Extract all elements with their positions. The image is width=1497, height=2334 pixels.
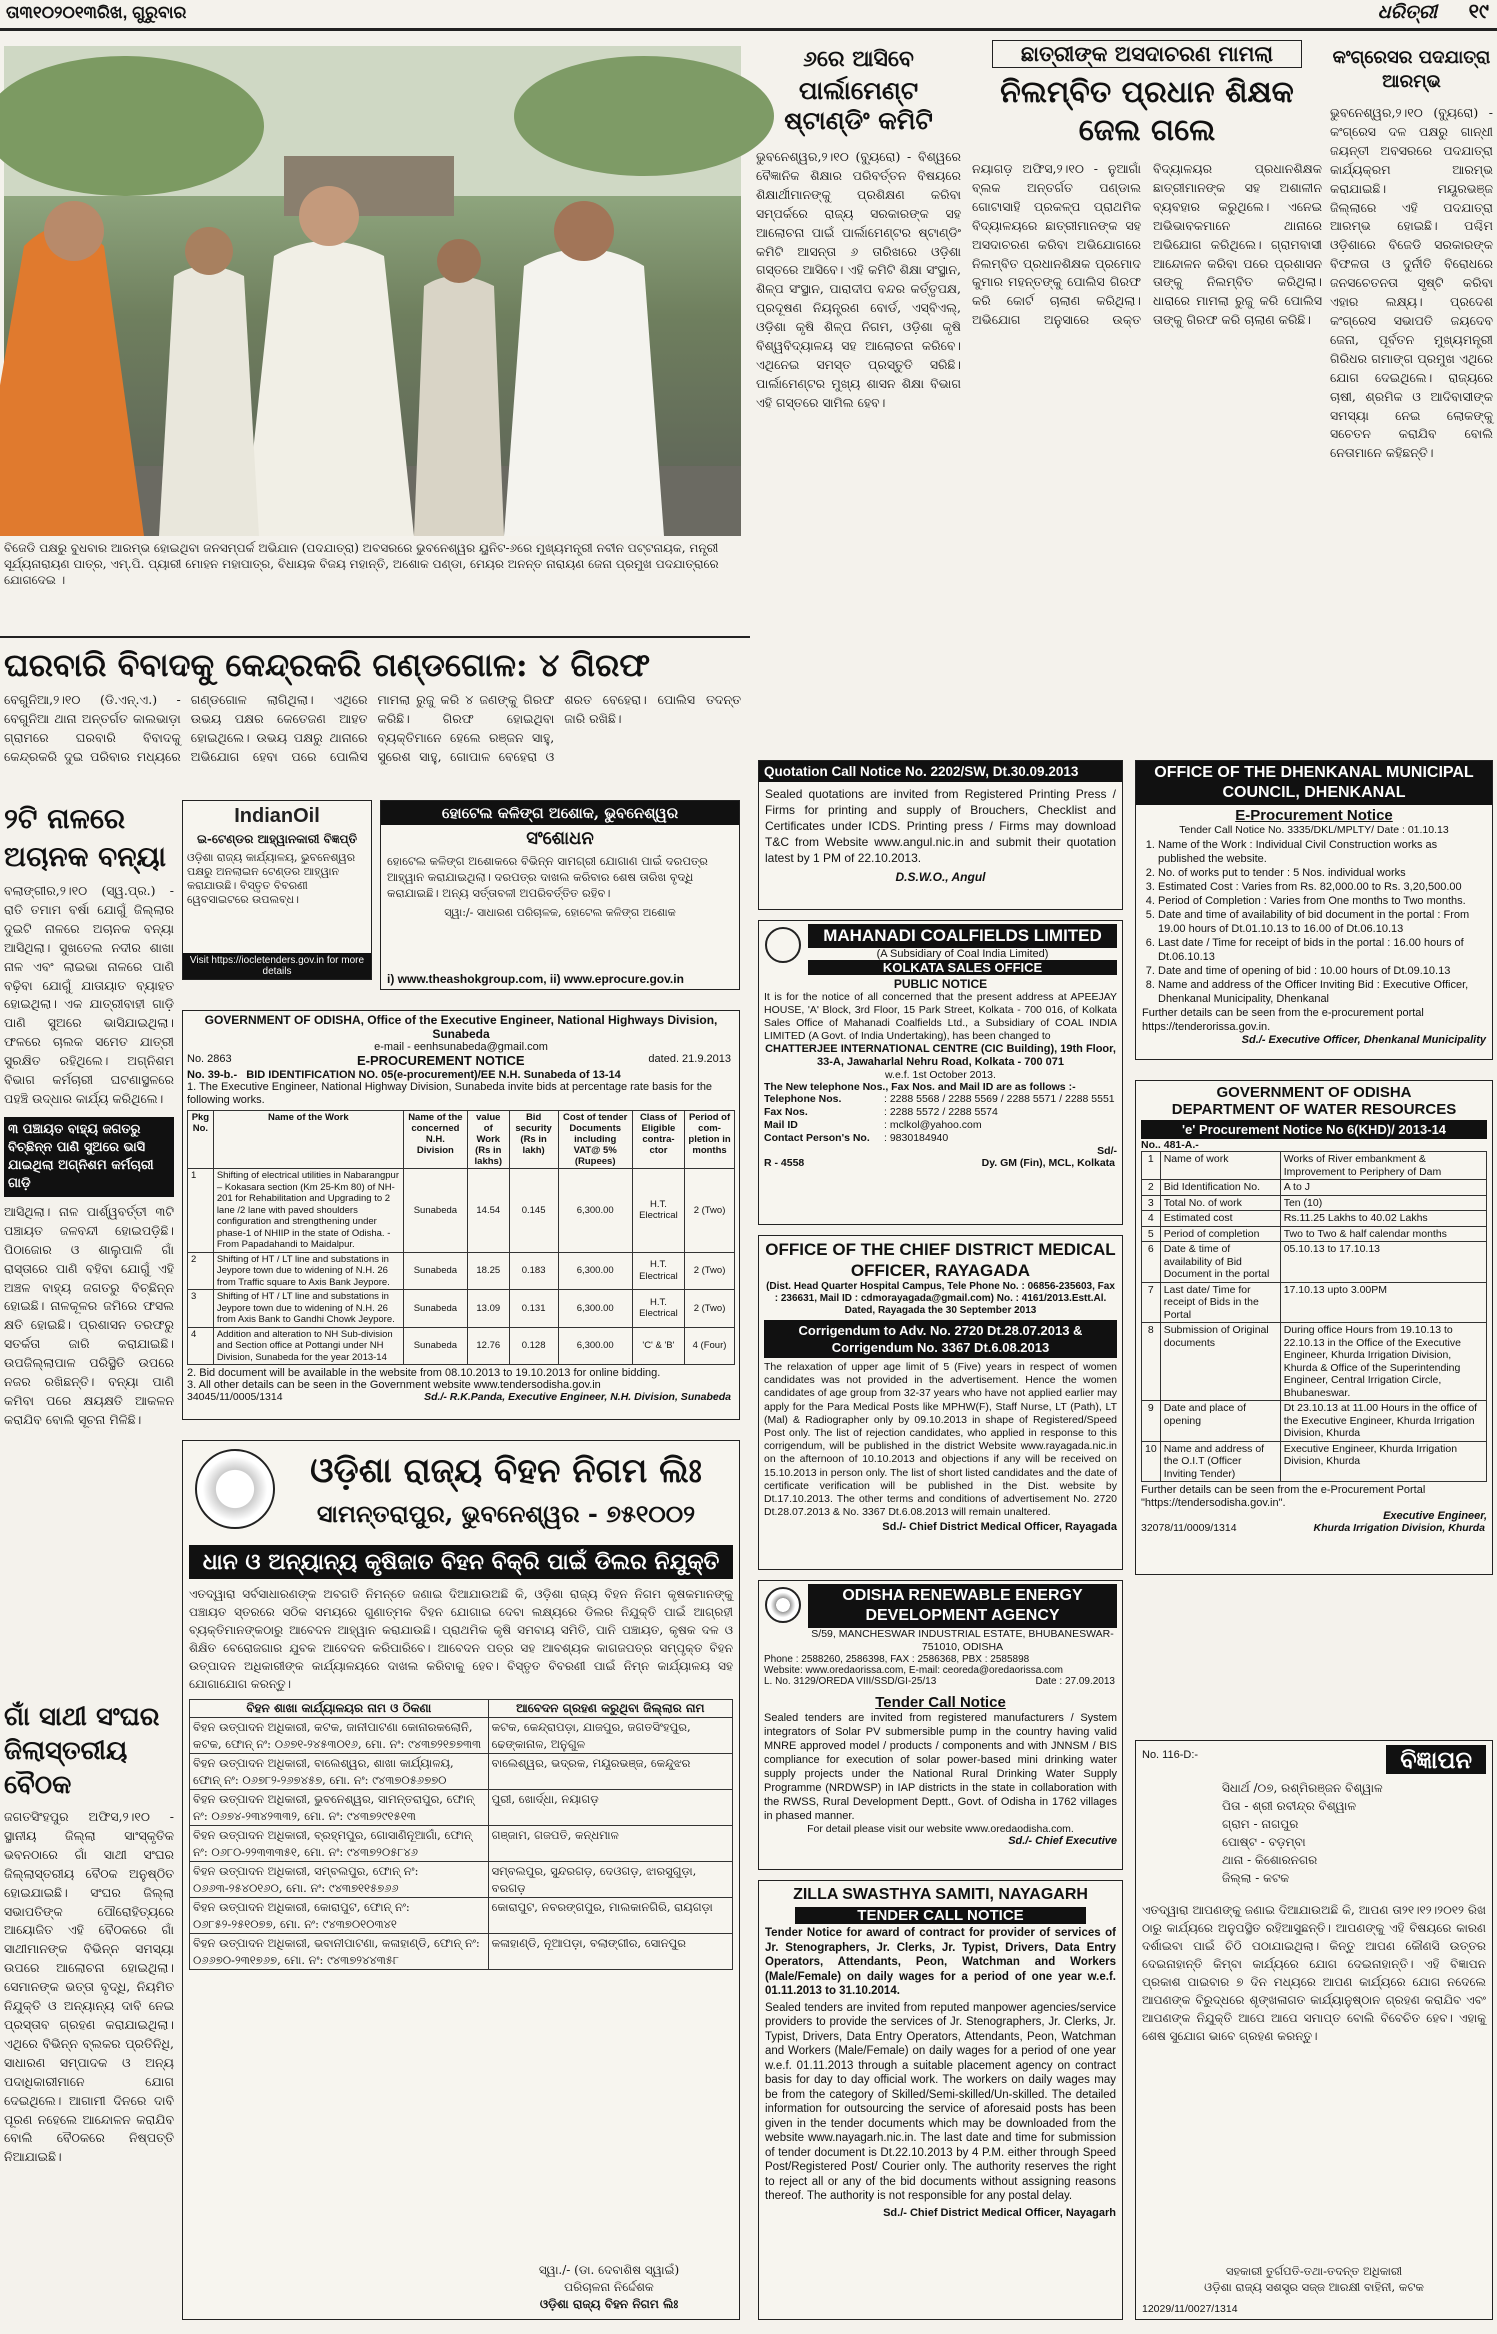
- table-row: [1142, 1180, 1487, 1196]
- table-cell: 0.183: [509, 1252, 558, 1290]
- address-line: ଥାନା - କିଶୋରନଗର: [1222, 1853, 1318, 1867]
- table-cell: କଳାହାଣ୍ଡି, ନୂଆପଡ଼ା, ବଲାଙ୍ଗୀର, ସୋନପୁର: [488, 1934, 732, 1970]
- table-row: [188, 1169, 735, 1253]
- table-cell: କଟକ, କେନ୍ଦ୍ରାପଡ଼ା, ଯାଜପୁର, ଜଗତସିଂହପୁର, ଢେଙ୍କାନାଳ, ଅନୁଗୁଳ: [488, 1718, 732, 1754]
- dhenkanal-items: [1142, 838, 1486, 1006]
- mcl-new-nos: The New telephone Nos., Fax Nos. and Mail ID are as follows :-: [764, 1081, 1076, 1093]
- oreda-date: Date : 27.09.2013: [1035, 1676, 1115, 1687]
- oreda-body: Sealed tenders are invited from registered manufacturers / System integrators of Solar PV submersible pump in the country having valid MNRE approved model / products / components and with JNNSM / BIS compliance for execution of solar power-based mini drinking water supply projects under the National Rural Drinking Water Supply Programme (NRDWSP) in IAP districts in the state in collaboration with the RWSS, Rural Development Deptt., Govt. of Odisha in 1762 villages in phased manner.: [764, 1712, 1117, 1822]
- table-cell: Estimated cost: [1160, 1211, 1280, 1227]
- quotation-body: Sealed quotations are invited from Registered Printing Press / Firms for printing and supply of Brouchers, Checklist and Certificates under ICDS. Printing press / Firms may download T&C from Website www.angul.nic.in and submit their quotation latest by 1 PM of 22.10.2013.: [765, 787, 1116, 865]
- table-cell: During office Hours from 19.10.13 to 22.10.13 in the Office of the Executive Engineer, Khurda Irrigation Division, Khurda & Office of the Superintending Engineer, Central Irrigation Circle, Bhubaneswar.: [1280, 1323, 1486, 1401]
- highways-note-2: 2. Bid document will be available in the website from 08.10.2013 to 19.10.2013 for online bidding.: [187, 1367, 661, 1379]
- highways-ref: 34045/11/0005/1314: [187, 1391, 283, 1403]
- hotel-body: ହୋଟେଲ କଳିଙ୍ଗ ଅଶୋକରେ ବିଭିନ୍ନ ସାମଗ୍ରୀ ଯୋଗାଣ ପାଇଁ ଦରପତ୍ର ଆହ୍ୱାନ କରାଯାଇଥିଲା। ଦରପତ୍ର ଦାଖଲ କରିବାର ଶେଷ ତାରିଖ ବୃଦ୍ଧି କରାଯାଇଛି। ଅନ୍ୟ ସର୍ତ୍ତାବଳୀ ଅପରିବର୍ତ୍ତିତ ରହିବ।: [387, 854, 708, 900]
- water-table: [1141, 1151, 1487, 1482]
- table-cell: 1: [188, 1169, 214, 1253]
- seed-sign-3: ଓଡ଼ିଶା ରାଜ୍ୟ ବିହନ ନିଗମ ଲିଃ: [539, 2297, 679, 2311]
- oreda-lno: L. No. 3129/OREDA VIII/SSD/GI-25/13: [764, 1676, 937, 1687]
- table-cell: ବିହନ ଉତ୍ପାଦନ ଅଧିକାରୀ, ଭବାନୀପାଟଣା, କଳାହାଣ୍ଡି, ଫୋନ୍ ନଂ: ୦୬୬୭୦-୨୩୧୭୬୭, ମୋ. ନଂ: ୯୪୩୭୨୪୪୩୫୮: [190, 1934, 489, 1970]
- address-line: ପୋଷ୍ଟ - ବଡ଼ମ୍ବା: [1222, 1835, 1306, 1849]
- oreda-address: S/59, MANCHESWAR INDUSTRIAL ESTATE, BHUBANESWAR-751010, ODISHA: [811, 1628, 1114, 1653]
- highways-col-header: Period of com-pletion in months: [685, 1111, 735, 1169]
- table-cell: 5: [1142, 1226, 1161, 1242]
- water-title-1: GOVERNMENT OF ODISHA: [1216, 1084, 1412, 1101]
- table-cell: Submission of Original documents: [1160, 1323, 1280, 1401]
- bigyapana-sign-1: ସହକାରୀ ତୁର୍ଗପତି-ତଥା-ତଦନ୍ତ ଅଧିକାରୀ: [1225, 2264, 1403, 2278]
- seed-col-office: ବିହନ ଶାଖା କାର୍ଯ୍ୟାଳୟର ନାମ ଓ ଠିକଣା: [190, 1700, 489, 1718]
- indianoil-brand: IndianOil: [234, 805, 320, 827]
- mcl-body: It is for the notice of all concerned that the present address at APEEJAY HOUSE, 'A' Block, 3rd Floor, 15 Park Street, Kolkata - 700 016, of Kolkata Sales Office of Mahanadi Coalfields Ltd., a Subsidiary of COAL INDIA LIMITED (A Govt. of India Undertaking), has been changed to: [764, 991, 1117, 1042]
- story-flood-subheading: ୩ ପଞ୍ଚାୟତ ବାହ୍ୟ ଜଗତରୁ ବିଚ୍ଛିନ୍ନ ପାଣି ସୁଅରେ ଭାସି ଯାଇଥିଲା ଅଗ୍ନିଶମ କର୍ମଚାରୀ ଗାଡ଼ି: [4, 1117, 174, 1197]
- table-row: [1142, 1242, 1487, 1283]
- table-cell: 10: [1142, 1441, 1161, 1482]
- table-row: [1142, 1195, 1487, 1211]
- story-parliament-body: ଭୁବନେଶ୍ୱର,୨।୧୦ (ବ୍ୟୁରୋ) - ବିଶ୍ୱରେ ବୈଜ୍ଞାନିକ ଶିକ୍ଷାର ପରିବର୍ତ୍ତନ ବିଷୟରେ ଶିକ୍ଷାର୍ଥୀମାନଙ୍କୁ ପ୍ରଶିକ୍ଷଣ କରିବା ସମ୍ପର୍କରେ ରାଜ୍ୟ ସରକାରଙ୍କ ସହ ଆଲୋଚନା ପାଇଁ ପାର୍ଲାମେଣ୍ଟର ଷ୍ଟାଣ୍ଡିଂ କମିଟି ଆସନ୍ତା ୬ ତାରିଖରେ ଓଡ଼ିଶା ଗସ୍ତରେ ଆସିବେ। ଏହି କମିଟି ଶିକ୍ଷା ସଂସ୍ଥାନ, ଶିଳ୍ପ ସଂସ୍ଥାନ, ପାରାଦୀପ ବନ୍ଦର କର୍ତ୍ତୃପକ୍ଷ, ପ୍ରଦୂଷଣ ନିୟନ୍ତ୍ରଣ ବୋର୍ଡ, ଏସ୍‌ବିଏଲ୍, ଓଡ଼ିଶା କୃଷି ଶିଳ୍ପ ନିଗମ, ଓଡ଼ିଶା କୃଷି ବିଶ୍ୱବିଦ୍ୟାଳୟ ସହ ଆଲୋଚନା କରିବେ। ଏଥିନେଇ ସମସ୍ତ ପ୍ରସ୍ତୁତି ସରିଛି। ପାର୍ଲାମେଣ୍ଟର ମୁଖ୍ୟ ଶାସନ ଶିକ୍ଷା ବିଭାଗ ଏହି ଗସ୍ତରେ ସାମିଲ ହେବ।: [756, 149, 961, 410]
- seed-subject: ଧାନ ଓ ଅନ୍ୟାନ୍ୟ କୃଷିଜାତ ବିହନ ବିକ୍ରି ପାଇଁ ଡିଲର ନିଯୁକ୍ତି: [189, 1545, 733, 1579]
- table-cell: 4 (Four): [685, 1327, 735, 1365]
- zilla-body-2: Sealed tenders are invited from reputed manpower agencies/service providers to provide the services of Jr. Stenographers, Jr. Clerks, Jr. Typist, Drivers, Data Entry Operators, Attendants, Peon, Watchman and Workers (Male/Female) on daily wages for a period of one year w.e.f. 01.11.2013 through a suitable placement agency on contract basis for day to day official work. The workers on daily wages may be from the category of Skilled/Semi-skilled/Un-skilled. The detailed information for outsourcing the service of aforesaid posts has been given in the tender documents which may be downloaded from the website www.nayagarh.nic.in. The last date and time for submission of tender document is Dt.22.10.2013 by 4 P.M. either through Speed Post/Registered Post/ Courier only. The authority reserves the right to reject all or any of the bid documents without assigning reasons thereof. The authority is not responsible for any postal delay.: [765, 2001, 1116, 2202]
- table-cell: ବିହନ ଉତ୍ପାଦନ ଅଧିକାରୀ, ବ୍ରହ୍ମପୁର, ଗୋସାଣିନୂଆଗାଁ, ଫୋନ୍ ନଂ: ୦୬୮୦-୨୨୩୩୩୫୧, ମୋ. ନଂ: ୯୪୩୭୨୦୫୮୪୬: [190, 1826, 489, 1862]
- water-more[interactable]: Further details can be seen from the e-Procurement Portal "https://tendersodisha.gov.in".: [1141, 1484, 1426, 1509]
- seed-logo: [195, 1449, 275, 1529]
- quotation-title: Quotation Call Notice No. 2202/SW, Dt.30.09.2013: [759, 761, 1122, 782]
- table-cell: Name of work: [1160, 1152, 1280, 1180]
- table-cell: 9: [1142, 1401, 1161, 1442]
- table-row: [1142, 1282, 1487, 1323]
- list-item: 4. Period of Completion : Varies from One months to Two months.: [1158, 894, 1486, 908]
- zilla-body-1: Tender Notice for award of contract for provider of services of Jr. Stenographers, Jr. Clerks, Jr. Typist, Drivers, Data Entry Operators, Attendants, Peon, Watchman and Workers (Male/Female) on daily wages for a period of one year w.e.f. 01.11.2013 to 31.10.2014.: [765, 1927, 1116, 1997]
- mcl-mail-label: Mail ID: [764, 1119, 798, 1131]
- ad-bigyapana: [1135, 1740, 1493, 2320]
- mcl-telephone-label: Telephone Nos.: [764, 1093, 842, 1105]
- table-cell: ବିହନ ଉତ୍ପାଦନ ଅଧିକାରୀ, କଟକ, ଜାନୀପାଟଣା କୋନାରକଲୋନି, କଟକ, ଫୋନ୍ ନଂ: ୦୬୭୧-୨୪୫୩୦୧୬, ମୋ. ନଂ: ୯୪୩୭୨୧୭୭୩୩: [190, 1718, 489, 1754]
- story-flood: [4, 800, 174, 1590]
- table-cell: 0.128: [509, 1327, 558, 1365]
- highways-number: No. 2863: [187, 1053, 232, 1065]
- table-cell: 2 (Two): [685, 1252, 735, 1290]
- table-cell: 2 (Two): [685, 1169, 735, 1253]
- table-cell: Date and place of opening: [1160, 1401, 1280, 1442]
- masthead-rule: [0, 28, 1497, 31]
- story-congress-body: ଭୁବନେଶ୍ୱର,୨।୧୦ (ବ୍ୟୁରୋ) - କଂଗ୍ରେସ ଦଳ ପକ୍ଷରୁ ଗାନ୍ଧୀ ଜୟନ୍ତୀ ଅବସରରେ ପଦଯାତ୍ରା କାର୍ଯ୍ୟକ୍ରମ ଆରମ୍ଭ କରାଯାଇଛି। ମୟୂରଭଞ୍ଜ ଜିଲ୍ଲାରେ ଏହି ପଦଯାତ୍ରା ଆରମ୍ଭ ହୋଇଛି। ପଶ୍ଚିମ ଓଡ଼ିଶାରେ ବିଜେଡି ସରକାରଙ୍କ ବିଫଳତା ଓ ଦୁର୍ନୀତି ବିରୋଧରେ ଜନସଚେତନତା ସୃଷ୍ଟି କରିବା ଏହାର ଲକ୍ଷ୍ୟ। ପ୍ରଦେଶ କଂଗ୍ରେସ ସଭାପତି ଜୟଦେବ ଜେନା, ପୂର୍ବତନ ମୁଖ୍ୟମନ୍ତ୍ରୀ ଗିରିଧର ଗମାଙ୍ଗ ପ୍ରମୁଖ ଏଥିରେ ଯୋଗ ଦେଇଥିଲେ। ରାଜ୍ୟରେ ଚାଷୀ, ଶ୍ରମିକ ଓ ଆଦିବାସୀଙ୍କ ସମସ୍ୟା ନେଇ ଲୋକଙ୍କୁ ସଚେତନ କରାଯିବ ବୋଲି ନେତାମାନେ କହିଛନ୍ତି।: [1330, 105, 1493, 461]
- ad-hotel-kalinga-ashok: [380, 800, 740, 990]
- mcl-ref: R - 4558: [764, 1157, 805, 1169]
- story-teacher: [972, 40, 1322, 740]
- bigyapana-sign-2: ଓଡ଼ିଶା ରାଜ୍ୟ ସଶସ୍ତ୍ର ସଜ୍ଜ ଆରକ୍ଷୀ ବାହିନୀ, କଟକ: [1204, 2280, 1424, 2294]
- table-cell: 'C' & 'B': [632, 1327, 684, 1365]
- cdmo-sign: Sd./- Chief District Medical Officer, Rayagada: [882, 1521, 1117, 1534]
- table-cell: Two to Two & half calendar months: [1280, 1226, 1486, 1242]
- oreda-web[interactable]: Website: www.oredaorissa.com, E-mail: ceoreda@oredaorissa.com: [764, 1665, 1063, 1676]
- table-cell: H.T. Electrical: [632, 1169, 684, 1253]
- table-cell: ବିହନ ଉତ୍ପାଦନ ଅଧିକାରୀ, କୋରାପୁଟ, ଫୋନ୍ ନଂ: ୦୬୮୫୨-୨୫୧୦୭୭, ମୋ. ନଂ: ୯୪୩୭୦୧୦୩୪୧: [190, 1898, 489, 1934]
- mcl-fax: [764, 1106, 1117, 1119]
- story-flood-headline: ୨ଟି ନାଳରେ ଅଚାନକ ବନ୍ୟା: [4, 802, 167, 873]
- table-cell: 2: [1142, 1180, 1161, 1196]
- bigyapana-address-lines: [1142, 1779, 1486, 1887]
- table-row: [190, 1862, 733, 1898]
- table-row: [190, 1826, 733, 1862]
- table-cell: Sunabeda: [403, 1290, 467, 1328]
- ad-water-resources: [1135, 1080, 1493, 1575]
- story-teacher-body: ନୟାଗଡ଼ ଅଫିସ,୨।୧୦ - ନୁଆଗାଁ ବ୍ଲକ ଅନ୍ତର୍ଗତ ପଣ୍ଡାଲ ଗୋଟାସାହି ପ୍ରକଳ୍ପ ପ୍ରାଥମିକ ବିଦ୍ୟାଳୟରେ ଛାତ୍ରୀମାନଙ୍କ ସହ ଅସଦାଚରଣ କରିବା ଅଭିଯୋଗରେ ନିଲମ୍ବିତ ପ୍ରଧାନଶିକ୍ଷକ ପ୍ରମୋଦ କୁମାର ମହନ୍ତଙ୍କୁ ପୋଲିସ ଗିରଫ କରି କୋର୍ଟ ଚାଲାଣ କରିଥିଲା। ଅଭିଯୋଗ ଅନୁସାରେ ଉକ୍ତ ବିଦ୍ୟାଳୟର ପ୍ରଧାନଶିକ୍ଷକ ଛାତ୍ରୀମାନଙ୍କ ସହ ଅଶାଳୀନ ବ୍ୟବହାର କରୁଥିଲେ। ଏନେଇ ଅଭିଭାବକମାନେ ଥାନାରେ ଅଭିଯୋଗ କରିଥିଲେ। ଗ୍ରାମବାସୀ ଆନ୍ଦୋଳନ କରିବା ପରେ ପ୍ରଶାସନ ତାଙ୍କୁ ନିଲମ୍ବିତ କରିଥିଲା। ଧାରାରେ ମାମଲା ରୁଜୁ କରି ପୋଲିସ ତାଙ୍କୁ ଗିରଫ କରି ଚାଲାଣ କରିଛି।: [972, 161, 1322, 328]
- highways-col-header: Bid security (Rs in lakh): [509, 1111, 558, 1169]
- highways-dated: dated. 21.9.2013: [648, 1053, 731, 1065]
- table-cell: 18.25: [467, 1252, 509, 1290]
- story-dispute: [4, 645, 741, 790]
- table-cell: 17.10.13 upto 3.00PM: [1280, 1282, 1486, 1323]
- mcl-fax-label: Fax Nos.: [764, 1106, 808, 1118]
- bigyapana-number: No. 116-D:-: [1142, 1749, 1199, 1761]
- cdmo-corrigendum: Corrigendum to Adv. No. 2720 Dt.28.07.2013 & Corrigendum No. 3367 Dt.6.08.2013: [764, 1320, 1117, 1358]
- zilla-title: ZILLA SWASTHYA SAMITI, NAYAGARH: [793, 1886, 1088, 1903]
- table-cell: ବିହନ ଉତ୍ପାଦନ ଅଧିକାରୀ, ବାଲେଶ୍ୱର, ଶାଖା କାର୍ଯ୍ୟାଳୟ, ଫୋନ୍ ନଂ: ୦୬୭୮୨-୨୬୭୪୫୭, ମୋ. ନଂ: ୯୪୩୭୦୫୬୭୭୦: [190, 1754, 489, 1790]
- highways-email: e-mail - eenhsunabeda@gmail.com: [374, 1041, 548, 1053]
- list-item: 7. Date and time of opening of bid : 10.00 hours of Dt.09.10.13: [1158, 964, 1486, 978]
- table-cell: Rs.11.25 Lakhs to 40.02 Lakhs: [1280, 1211, 1486, 1227]
- table-cell: 6: [1142, 1242, 1161, 1283]
- table-cell: 6,300.00: [558, 1290, 632, 1328]
- list-item: 5. Date and time of availability of bid document in the portal : From 19.00 hours of Dt.01.10.13 to 16.00 of Dt.06.10.13: [1158, 908, 1486, 936]
- highways-meta-row: [187, 1053, 735, 1069]
- ad-mahanadi-coalfields: [758, 920, 1123, 1225]
- table-row: [188, 1290, 735, 1328]
- table-cell: 0.145: [509, 1169, 558, 1253]
- address-line: ଜିଲ୍ଲା - କଟକ: [1222, 1871, 1290, 1885]
- highways-table: [187, 1110, 735, 1365]
- highways-col-header: Cost of tender Documents including VAT@ 5% (Rupees): [558, 1111, 632, 1169]
- oreda-logo: [765, 1587, 801, 1623]
- list-item: 3. Estimated Cost : Varies from Rs. 82,000.00 to Rs. 3,20,500.00: [1158, 880, 1486, 894]
- mcl-contact-label: Contact Person's No.: [764, 1132, 870, 1144]
- hotel-sign: ସ୍ୱା:/- ସାଧାରଣ ପରିଚାଳକ, ହୋଟେଲ କଳିଙ୍ଗ ଅଶୋକ: [444, 906, 676, 919]
- photo-scene-illustration: [4, 46, 741, 536]
- photo-caption: ବିଜେଡି ପକ୍ଷରୁ ବୁଧବାର ଆରମ୍ଭ ହୋଇଥିବା ଜନସମ୍ପର୍କ ଅଭିଯାନ (ପଦଯାତ୍ରା) ଅବସରରେ ଭୁବନେଶ୍ୱର ୟୁନିଟ-୬ରେ ମୁଖ୍ୟମନ୍ତ୍ରୀ ନବୀନ ପଟ୍ଟନାୟକ, ମନ୍ତ୍ରୀ ସୂର୍ଯ୍ୟନାରାୟଣ ପାତ୍ର, ଏମ୍.ପି. ପ୍ୟାରୀ ମୋହନ ମହାପାତ୍ର, ବିଧାୟକ ବିଜୟ ମହାନ୍ତି, ଅଶୋକ ପଣ୍ଡା, ମେୟର ଅନନ୍ତ ନାରାୟଣ ଜେନା ପ୍ରମୁଖ ପଦଯାତ୍ରାରେ ଯୋଗଦେଇ ।: [4, 541, 719, 587]
- oreda-title: ODISHA RENEWABLE ENERGY DEVELOPMENT AGENCY: [808, 1584, 1117, 1628]
- water-sign-2: Khurda Irrigation Division, Khurda: [1313, 1522, 1485, 1534]
- story-parliament-kicker: ୬ରେ ଆସିବେ: [803, 46, 914, 72]
- highways-col-header: Class of Eligible contra-ctor: [632, 1111, 684, 1169]
- indianoil-body: ଓଡ଼ିଶା ରାଜ୍ୟ କାର୍ଯ୍ୟାଳୟ, ଭୁବନେଶ୍ୱର ପକ୍ଷରୁ ଅନଲାଇନ ଟେଣ୍ଡର ଆହ୍ୱାନ କରାଯାଉଛି। ବିସ୍ତୃତ ବିବରଣୀ ୱେବସାଇଟରେ ଉପଲବ୍ଧ।: [187, 851, 356, 906]
- water-sign-1: Executive Engineer,: [1383, 1510, 1487, 1522]
- table-cell: Date & time of availability of Bid Document in the portal: [1160, 1242, 1280, 1283]
- indianoil-website[interactable]: Visit https://iocletenders.gov.in for more details: [183, 953, 371, 979]
- oreda-ref-row: [764, 1676, 1117, 1690]
- story-meeting-headline: ଗାଁ ସାଥୀ ସଂଘର ଜିଲାସ୍ତରୀୟ ବୈଠକ: [4, 1702, 160, 1800]
- table-cell: Shifting of electrical utilities in Nabarangpur – Kokasara section (Km 25-Km 80) of NH-201 for Rehabilitation and Upgrading to 2 lane /2 lane with paved shoulders configuration and strengthening under phase-1 of NHIIP in the state of Odisha. - From Papadahandi to Maidalpur.: [213, 1169, 403, 1253]
- story-meeting-body: ଜଗତସିଂହପୁର ଅଫିସ,୨।୧୦ - ସ୍ଥାନୀୟ ଜିଲ୍ଲା ସାଂସ୍କୃତିକ ଭବନଠାରେ ଗାଁ ସାଥୀ ସଂଘର ଜିଲ୍ଲାସ୍ତରୀୟ ବୈଠକ ଅନୁଷ୍ଠିତ ହୋଇଯାଇଛି। ସଂଘର ଜିଲ୍ଲା ସଭାପତିଙ୍କ ପୌରୋହିତ୍ୟରେ ଆୟୋଜିତ ଏହି ବୈଠକରେ ଗାଁ ସାଥୀମାନଙ୍କ ବିଭିନ୍ନ ସମସ୍ୟା ଉପରେ ଆଲୋଚନା ହୋଇଥିଲା। ସେମାନଙ୍କ ଭତ୍ତା ବୃଦ୍ଧି, ନିୟମିତ ନିଯୁକ୍ତି ଓ ଅନ୍ୟାନ୍ୟ ଦାବି ନେଇ ପ୍ରସ୍ତାବ ଗ୍ରହଣ କରାଯାଇଥିଲା। ଏଥିରେ ବିଭିନ୍ନ ବ୍ଲକର ପ୍ରତିନିଧି, ସାଧାରଣ ସମ୍ପାଦକ ଓ ଅନ୍ୟ ପଦାଧିକାରୀମାନେ ଯୋଗ ଦେଇଥିଲେ। ଆଗାମୀ ଦିନରେ ଦାବି ପୂରଣ ନହେଲେ ଆନ୍ଦୋଳନ କରାଯିବ ବୋଲି ବୈଠକରେ ନିଷ୍ପତ୍ତି ନିଆଯାଇଛି।: [4, 1809, 174, 2165]
- table-row: [190, 1754, 733, 1790]
- highways-col-header: Name of the concerned N.H. Division: [403, 1111, 467, 1169]
- water-ref: 32078/11/0009/1314: [1141, 1522, 1237, 1534]
- table-cell: Works of River embankment & Improvement to Periphery of Dam: [1280, 1152, 1486, 1180]
- seed-col-districts: ଆବେଦନ ଗ୍ରହଣ କରୁଥିବା ଜିଲ୍ଲାର ନାମ: [488, 1700, 732, 1718]
- highways-title: E-PROCUREMENT NOTICE: [357, 1053, 525, 1068]
- table-row: [190, 1790, 733, 1826]
- ad-highways: [182, 1010, 740, 1420]
- story-flood-body-continued: ଆସିଥିଲା। ନାଳ ପାର୍ଶ୍ୱବର୍ତ୍ତୀ ୩ଟି ପଞ୍ଚାୟତ ଜଳବନ୍ଦୀ ହୋଇପଡ଼ିଛି। ପିଠାଜୋର ଓ ଶାଲୁପାଳି ଗାଁ ରାସ୍ତାରେ ପାଣି ବହିବା ଯୋଗୁଁ ଏହି ଅଞ୍ଚଳ ବାହ୍ୟ ଜଗତରୁ ବିଚ୍ଛିନ୍ନ ହୋଇଛି। ନାଳକୂଳର ଜମିରେ ଫସଲ କ୍ଷତି ହୋଇଛି। ପ୍ରଶାସନ ତରଫରୁ ସତର୍କତା ଜାରି କରାଯାଇଛି। ଉପଜିଲ୍ଲାପାଳ ପରିସ୍ଥିତି ଉପରେ ନଜର ରଖିଛନ୍ତି। ବନ୍ୟା ପାଣି କମିବା ପରେ କ୍ଷୟକ୍ଷତି ଆକଳନ କରାଯିବ ବୋଲି ସୂଚନା ମିଳିଛି।: [4, 1203, 174, 1427]
- table-cell: 3: [1142, 1195, 1161, 1211]
- highways-intro: 1. The Executive Engineer, National Highway Division, Sunabeda invite bids at percentage rate basis for the following works.: [187, 1081, 713, 1106]
- highways-bid-id: BID IDENTIFICATION NO. 05(e-procurement)/EE N.H. Sunabeda of 13-14: [246, 1069, 621, 1081]
- masthead: [0, 0, 1497, 26]
- story-dispute-body: ବେଗୁନିଆ,୨।୧୦ (ଡି.ଏନ୍.ଏ.) - ବେଗୁନିଆ ଥାନା ଅନ୍ତର୍ଗତ କାଲଭାଡ଼ା ଗ୍ରାମରେ ଘରବାରି ବିବାଦକୁ କେନ୍ଦ୍ରକରି ଦୁଇ ପରିବାର ମଧ୍ୟରେ ଗଣ୍ଡଗୋଳ ଲାଗିଥିଲା। ଏଥିରେ ଉଭୟ ପକ୍ଷର କେତେଜଣ ଆହତ ହୋଇଥିଲେ। ଉଭୟ ପକ୍ଷରୁ ଥାନାରେ ଅଭିଯୋଗ ହେବା ପରେ ପୋଲିସ ମାମଲା ରୁଜୁ କରି ୪ ଜଣଙ୍କୁ ଗିରଫ କରିଛି। ଗିରଫ ହୋଇଥିବା ବ୍ୟକ୍ତିମାନେ ହେଲେ ରଞ୍ଜନ ସାହୁ, ସୁରେଶ ସାହୁ, ଗୋପାଳ ବେହେରା ଓ ଶରତ ବେହେରା। ପୋଲିସ ତଦନ୍ତ ଜାରି ରଖିଛି।: [4, 692, 741, 764]
- highways-sign: Sd./- R.K.Panda, Executive Engineer, N.H. Division, Sunabeda: [424, 1391, 731, 1403]
- water-footer: [1141, 1522, 1487, 1536]
- table-cell: ବିହନ ଉତ୍ପାଦନ ଅଧିକାରୀ, ଭୁବନେଶ୍ୱର, ସାମନ୍ତରାପୁର, ଫୋନ୍ ନଂ: ୦୬୭୪-୨୩୪୨୩୩୨, ମୋ. ନଂ: ୯୪୩୭୨୯୧୫୧୩: [190, 1790, 489, 1826]
- table-cell: Last date/ Time for receipt of Bids in the Portal: [1160, 1282, 1280, 1323]
- table-cell: Name and address of the O.I.T (Officer Inviting Tender): [1160, 1441, 1280, 1482]
- dhenkanal-sign: Sd./- Executive Officer, Dhenkanal Municipality: [1241, 1034, 1486, 1046]
- ad-seed-corporation: [182, 1440, 740, 2320]
- table-cell: 4: [1142, 1211, 1161, 1227]
- bigyapana-body: ଏତଦ୍ୱାରା ଆପଣଙ୍କୁ ଜଣାଇ ଦିଆଯାଉଅଛି କି, ଆପଣ ତା୨୧।୧୨।୨୦୧୨ ରିଖ ଠାରୁ କାର୍ଯ୍ୟରେ ଅନୁପସ୍ଥିତ ରହିଆସୁଛନ୍ତି। ଆପଣଙ୍କୁ ଏହି ବିଷୟରେ କାରଣ ଦର୍ଶାଇବା ପାଇଁ ଚିଠି ପଠାଯାଇଥିଲା। କିନ୍ତୁ ଆପଣ କୌଣସି ଉତ୍ତର ଦେଇନାହାନ୍ତି କିମ୍ବା କାର୍ଯ୍ୟରେ ଯୋଗ ଦେଇନାହାନ୍ତି। ଏହି ବିଜ୍ଞାପନ ପ୍ରକାଶ ପାଇବାର ୭ ଦିନ ମଧ୍ୟରେ ଆପଣ କାର୍ଯ୍ୟରେ ଯୋଗ ନଦେଲେ ଆପଣଙ୍କ ବିରୁଦ୍ଧରେ ଶୃଙ୍ଖଳାଗତ କାର୍ଯ୍ୟାନୁଷ୍ଠାନ ଗ୍ରହଣ କରାଯିବ ଏବଂ ଆପଣଙ୍କ ନିଯୁକ୍ତି ଆପେ ଆପେ ସମାପ୍ତ ବୋଲି ବିବେଚିତ ହେବ। ଏହାକୁ ଶେଷ ସୁଯୋଗ ଭାବେ ଗ୍ରହଣ କରନ୍ତୁ।: [1142, 1903, 1486, 2043]
- dhenkanal-more[interactable]: Further details can be seen from the e-procurement portal https://tenderorissa.gov.in.: [1142, 1007, 1424, 1033]
- masthead-paper: ଧରିତ୍ରୀ: [1377, 1, 1437, 23]
- table-cell: Sunabeda: [403, 1252, 467, 1290]
- table-row: [188, 1252, 735, 1290]
- table-cell: Executive Engineer, Khurda Irrigation Division, Khurda: [1280, 1441, 1486, 1482]
- table-cell: Sunabeda: [403, 1327, 467, 1365]
- story-flood-body: ବଲାଙ୍ଗୀର,୨।୧୦ (ସ୍ୱ.ପ୍ର.) - ରାତି ତମାମ ବର୍ଷା ଯୋଗୁଁ ଜିଲ୍ଲାର ଦୁଇଟି ନାଳରେ ଅଚାନକ ବନ୍ୟା ଆସିଥିଲା। ସୁଖତେଲ ନଦୀର ଶାଖା ନାଳ ଏବଂ ଲାଇଭା ନାଳରେ ପାଣି ବଢ଼ିବା ଯୋଗୁଁ ଯାତାୟାତ ବ୍ୟାହତ ହୋଇଥିଲା। ଏକ ଯାତ୍ରୀବାହୀ ଗାଡ଼ି ପାଣି ସୁଅରେ ଭାସିଯାଇଥିଲା। ଫଳରେ ଚାଲକ ସମେତ ଯାତ୍ରୀ ସୁରକ୍ଷିତ ରହିଥିଲେ। ଅଗ୍ନିଶମ ବିଭାଗ କର୍ମଚାରୀ ଘଟଣାସ୍ଥଳରେ ପହଞ୍ଚି ଉଦ୍ଧାର କାର୍ଯ୍ୟ କରିଥିଲେ।: [4, 883, 174, 1106]
- bigyapana-title: ବିଜ୍ଞାପନ: [1386, 1745, 1486, 1774]
- highways-number-2: No. 39-b.-: [187, 1069, 238, 1081]
- mcl-title: MAHANADI COALFIELDS LIMITED: [808, 924, 1117, 948]
- list-item: 2. No. of works put to tender : 5 Nos. individual works: [1158, 866, 1486, 880]
- table-row: [190, 1934, 733, 1970]
- mcl-sign: Dy. GM (Fin), MCL, Kolkata: [981, 1157, 1115, 1169]
- mcl-new-address: CHATTERJEE INTERNATIONAL CENTRE (CIC Building), 19th Floor, 33-A, Jawaharlal Nehru Road, Kolkata - 700 071: [765, 1043, 1116, 1068]
- mcl-logo: [765, 927, 801, 963]
- table-cell: Sunabeda: [403, 1169, 467, 1253]
- table-row: [1142, 1152, 1487, 1180]
- table-cell: Addition and alteration to NH Sub-division and Section office at Pottangi under NH Division, Sunabeda for the year 2013-14: [213, 1327, 403, 1365]
- table-cell: 4: [188, 1327, 214, 1365]
- address-line: ସିଧାର୍ଥ /୦୭, ରଶ୍ମିରଞ୍ଜନ ବିଶ୍ୱାଳ: [1222, 1781, 1383, 1795]
- table-cell: 3: [188, 1290, 214, 1328]
- seed-name: ଓଡ଼ିଶା ରାଜ୍ୟ ବିହନ ନିଗମ ଲିଃ: [310, 1451, 702, 1491]
- story-dispute-headline: ଘରବାରି ବିବାଦକୁ କେନ୍ଦ୍ରକରି ଗଣ୍ଡଗୋଳ: ୪ ଗିରଫ: [4, 646, 651, 684]
- oreda-notice: Tender Call Notice: [875, 1694, 1006, 1711]
- oreda-phone: Phone : 2588260, 2586398, FAX : 2586368, PBX : 2585898: [764, 1654, 1030, 1665]
- highways-col-header: Name of the Work: [213, 1111, 403, 1169]
- seed-address: ସାମନ୍ତରାପୁର, ଭୁବନେଶ୍ୱର - ୭୫୧୦୦୨: [316, 1499, 696, 1528]
- story-meeting: [4, 1700, 174, 2330]
- bigyapana-header: [1142, 1745, 1486, 1779]
- dhenkanal-title: OFFICE OF THE DHENKANAL MUNICIPAL COUNCIL, DHENKANAL: [1136, 761, 1492, 805]
- table-cell: କୋରାପୁଟ, ନବରଙ୍ଗପୁର, ମାଲକାନଗିରି, ରାୟଗଡ଼ା: [488, 1898, 732, 1934]
- highways-note-3: 3. All other details can be seen in the Government website www.tendersodisha.gov.in: [187, 1379, 601, 1391]
- table-cell: 12.76: [467, 1327, 509, 1365]
- mcl-mail-value[interactable]: : mclkol@yahoo.com: [884, 1119, 982, 1131]
- seed-sign-1: ସ୍ୱା./- (ଡା. ଦେବାଶିଷ ସ୍ୱାଇଁ): [538, 2263, 680, 2277]
- table-row: [1142, 1441, 1487, 1482]
- bigyapana-ref: 12029/11/0027/1314: [1142, 2303, 1238, 2315]
- zilla-notice: TENDER CALL NOTICE: [795, 1907, 1086, 1924]
- table-cell: 14.54: [467, 1169, 509, 1253]
- table-row: [188, 1327, 735, 1365]
- hotel-websites[interactable]: i) www.theashokgroup.com, ii) www.eprocure.gov.in: [387, 972, 684, 986]
- address-line: ଗ୍ରାମ - ନାଗପୁର: [1222, 1817, 1299, 1831]
- table-row: [1142, 1323, 1487, 1401]
- highways-col-header: value of Work (Rs in lakhs): [467, 1111, 509, 1169]
- table-cell: 1: [1142, 1152, 1161, 1180]
- table-cell: 05.10.13 to 17.10.13: [1280, 1242, 1486, 1283]
- mcl-sub: (A Subsidiary of Coal India Limited): [876, 948, 1049, 960]
- highways-col-header: Pkg No.: [188, 1111, 214, 1169]
- table-row: [1142, 1226, 1487, 1242]
- water-notice: 'e' Procurement Notice No 6(KHD)/ 2013-14: [1141, 1120, 1487, 1139]
- table-cell: 0.131: [509, 1290, 558, 1328]
- address-line: ପିତା - ଶ୍ରୀ ରବୀନ୍ଦ୍ର ବିଶ୍ୱାଳ: [1222, 1799, 1357, 1813]
- highways-bid-row: [187, 1069, 735, 1081]
- mcl-telephone: [764, 1093, 1117, 1106]
- ad-cdmo-rayagada: [758, 1235, 1123, 1570]
- mcl-notice: PUBLIC NOTICE: [893, 977, 988, 991]
- seed-body: ଏତଦ୍ୱାରା ସର୍ବସାଧାରଣଙ୍କ ଅବଗତି ନିମନ୍ତେ ଜଣାଇ ଦିଆଯାଉଅଛି କି, ଓଡ଼ିଶା ରାଜ୍ୟ ବିହନ ନିଗମ କୃଷକମାନଙ୍କୁ ପଞ୍ଚାୟତ ସ୍ତରରେ ସଠିକ ସମୟରେ ଗୁଣାତ୍ମକ ବିହନ ଯୋଗାଇ ଦେବା ଲକ୍ଷ୍ୟରେ ଡିଲର ନିଯୁକ୍ତି ପାଇଁ ଆଗ୍ରହୀ ବ୍ୟକ୍ତିମାନଙ୍କଠାରୁ ଆବେଦନ ଆହ୍ୱାନ କରାଯାଉଛି। ପ୍ରାଥମିକ କୃଷି ସମବାୟ ସମିତି, ପାନି ପଞ୍ଚାୟତ, କୃଷକ ଦଳ ଓ ଶିକ୍ଷିତ ବେରୋଜଗାର ଯୁବକ ଆବେଦନ କରିପାରିବେ। ଆବେଦନ ପତ୍ର ସହ ଆବଶ୍ୟକ କାଗଜପତ୍ର ସମ୍ପୃକ୍ତ ବିହନ ଉତ୍ପାଦନ ଅଧିକାରୀଙ୍କ କାର୍ଯ୍ୟାଳୟରେ ଦାଖଲ କରିବାକୁ ହେବ। ବିସ୍ତୃତ ବିବରଣୀ ପାଇଁ ନିମ୍ନ କାର୍ଯ୍ୟାଳୟ ସହ ଯୋଗାଯୋଗ କରନ୍ତୁ।: [189, 1587, 733, 1691]
- table-cell: 7: [1142, 1282, 1161, 1323]
- table-cell: 13.09: [467, 1290, 509, 1328]
- ad-oreda: [758, 1580, 1123, 1870]
- cdmo-body: The relaxation of upper age limit of 5 (Five) years in respect of women candidates was not provided in the advertisement. Hence the women candidates of age group from 32-37 years who have not applied earlier may apply for the Para Medical Posts like MPHW(F), Staff Nurse, LT (Path), LT (Mal) & Radiographer only by 09.10.2013 in shape of Registered/Speed Post only. The list of rejection candidates, who applied in response to this corrigendum, will be published in the district Website www.rayagada.nic.in on the afternoon of 10.10.2013 and objections if any will be received on 15.10.2013 in person only. The list of short listed candidates and the date of certificate verification will be published in the Dist. website by Dt.17.10.2013. The other terms and conditions of advertisement No. 2720 Dt.28.07.2013 & No. 3367 Dt.6.08.2013 will remain unaltered.: [764, 1361, 1117, 1519]
- table-cell: 8: [1142, 1323, 1161, 1401]
- table-cell: ପୁରୀ, ଖୋର୍ଦ୍ଧା, ନୟାଗଡ଼: [488, 1790, 732, 1826]
- story-congress-headline: କଂଗ୍ରେସର ପଦଯାତ୍ରା ଆରମ୍ଭ: [1332, 47, 1491, 92]
- story-congress: [1330, 46, 1493, 746]
- mcl-wef: w.e.f. 1st October 2013.: [885, 1069, 996, 1081]
- table-row: [1142, 1211, 1487, 1227]
- table-cell: Dt 23.10.13 at 11.00 Hours in the office of the Executive Engineer, Khurda Irrigation Division, Khurda: [1280, 1401, 1486, 1442]
- table-cell: 2 (Two): [685, 1290, 735, 1328]
- mcl-contact-value: : 9830184940: [884, 1132, 949, 1144]
- mcl-mail: [764, 1119, 1117, 1132]
- highways-footer: [187, 1391, 735, 1407]
- masthead-date: ତା୩୧୦୨୦୧୩ରିଖ, ଗୁରୁବାର: [6, 3, 187, 22]
- indianoil-title: ଇ-ଟେଣ୍ଡର ଆହ୍ୱାନକାରୀ ବିଜ୍ଞପ୍ତି: [196, 832, 358, 846]
- table-cell: Total No. of work: [1160, 1195, 1280, 1211]
- mcl-fax-value: : 2288 5572 / 2288 5574: [884, 1106, 998, 1118]
- news-photo[interactable]: [4, 46, 741, 536]
- list-item: 8. Name and address of the Officer Inviting Bid : Executive Officer, Dhenkanal Municipality, Dhenkanal: [1158, 978, 1486, 1006]
- masthead-page-number: ୧୯: [1468, 1, 1489, 23]
- seed-signature: [489, 2262, 729, 2313]
- story-parliament: [756, 46, 961, 746]
- table-cell: Period of completion: [1160, 1226, 1280, 1242]
- hotel-title: ହୋଟେଲ କଳିଙ୍ଗ ଅଶୋକ, ଭୁବନେଶ୍ୱର: [381, 801, 739, 825]
- oreda-more[interactable]: For detail please visit our website www.oredaodisha.com.: [807, 1823, 1074, 1835]
- quotation-sign: D.S.W.O., Angul: [895, 870, 986, 884]
- mcl-contacts: [764, 1093, 1117, 1145]
- dhenkanal-notice: E-Procurement Notice: [1235, 807, 1393, 824]
- mcl-contact: [764, 1132, 1117, 1145]
- table-cell: Shifting of HT / LT line and substations in Jeypore town due to widening of N.H. 26 from Axis Bank to Gandhi Chowk Jeypore.: [213, 1290, 403, 1328]
- water-title-2: DEPARTMENT OF WATER RESOURCES: [1171, 1101, 1457, 1118]
- story-teacher-kicker: ଛାତ୍ରୀଙ୍କ ଅସଦାଚରଣ ମାମଲା: [992, 40, 1302, 68]
- table-row: [190, 1898, 733, 1934]
- mcl-telephone-value: : 2288 5568 / 2288 5569 / 2288 5571 / 2288 5551: [884, 1093, 1115, 1105]
- table-cell: Bid Identification No.: [1160, 1180, 1280, 1196]
- table-cell: ବାଲେଶ୍ୱର, ଭଦ୍ରକ, ମୟୂରଭଞ୍ଜ, କେନ୍ଦୁଝର: [488, 1754, 732, 1790]
- table-cell: 6,300.00: [558, 1252, 632, 1290]
- ad-zilla-swasthya: [758, 1880, 1123, 2320]
- mcl-office: KOLKATA SALES OFFICE: [808, 960, 1117, 975]
- cdmo-title: OFFICE OF THE CHIEF DISTRICT MEDICAL OFFICER, RAYAGADA: [765, 1240, 1116, 1280]
- story-teacher-headline: ନିଲମ୍ବିତ ପ୍ରଧାନ ଶିକ୍ଷକ ଜେଲ ଗଲେ: [1000, 75, 1294, 148]
- ad-dhenkanal: [1135, 760, 1493, 1060]
- table-cell: Shifting of HT / LT line and substations in Jeypore town due to widening of N.H. 26 from Traffic square to Axis Bank Jeypore.: [213, 1252, 403, 1290]
- ad-indianoil: [182, 800, 372, 980]
- highways-header: GOVERNMENT OF ODISHA, Office of the Executive Engineer, National Highways Division, Sunabeda: [204, 1013, 718, 1041]
- seed-header: [189, 1445, 733, 1545]
- bigyapana-signature: [1136, 2263, 1492, 2295]
- table-cell: 2: [188, 1252, 214, 1290]
- table-cell: ସମ୍ବଲପୁର, ସୁନ୍ଦରଗଡ଼, ଦେଓଗଡ଼, ଝାରସୁଗୁଡ଼ା, ବରଗଡ଼: [488, 1862, 732, 1898]
- list-item: 1. Name of the Work : Individual Civil Construction works as published the website.: [1158, 838, 1486, 866]
- table-row: [190, 1718, 733, 1754]
- oreda-sign: Sd./- Chief Executive: [1008, 1835, 1117, 1847]
- table-cell: 6,300.00: [558, 1169, 632, 1253]
- list-item: 6. Last date / Time for receipt of bids in the portal : 16.00 hours of Dt.06.10.13: [1158, 936, 1486, 964]
- table-cell: A to J: [1280, 1180, 1486, 1196]
- table-cell: H.T. Electrical: [632, 1252, 684, 1290]
- table-cell: 6,300.00: [558, 1327, 632, 1365]
- ad-quotation-angul: [758, 760, 1123, 910]
- dhenkanal-tcn: Tender Call Notice No. 3335/DKL/MPLTY/ Date : 01.10.13: [1179, 824, 1449, 836]
- column-rule: [0, 636, 750, 638]
- table-cell: H.T. Electrical: [632, 1290, 684, 1328]
- hotel-subtitle: ସଂଶୋଧନ: [526, 828, 594, 849]
- cdmo-address: (Dist. Head Quarter Hospital Campus, Tele Phone No. : 06856-235603, Fax : 236631, Mail ID : cdmorayagada@gmail.com) No. : 4161/2013.Estt.Al. Dated, Rayagada the 30 September 2013: [766, 1281, 1115, 1316]
- table-row: [1142, 1401, 1487, 1442]
- table-cell: ବିହନ ଉତ୍ପାଦନ ଅଧିକାରୀ, ସମ୍ବଲପୁର, ଫୋନ୍ ନଂ: ୦୬୬୩-୨୫୪୦୧୬୦, ମୋ. ନଂ: ୯୪୩୭୧୧୫୭୬୬: [190, 1862, 489, 1898]
- table-cell: Ten (10): [1280, 1195, 1486, 1211]
- mcl-footer: [764, 1157, 1117, 1171]
- table-cell: ଗଞ୍ଜାମ, ଗଜପତି, କନ୍ଧମାଳ: [488, 1826, 732, 1862]
- water-number: No.. 481-A.-: [1141, 1139, 1199, 1151]
- seed-offices-table: [189, 1699, 733, 1970]
- mcl-sd: Sd/-: [1097, 1145, 1117, 1157]
- zilla-sign: Sd./- Chief District Medical Officer, Nayagarh: [883, 2206, 1116, 2219]
- seed-sign-2: ପରିଚାଳନା ନିର୍ଦ୍ଦେଶକ: [564, 2280, 654, 2294]
- story-parliament-headline: ପାର୍ଲାମେଣ୍ଟ ଷ୍ଟାଣ୍ଡିଂ କମିଟି: [784, 76, 933, 135]
